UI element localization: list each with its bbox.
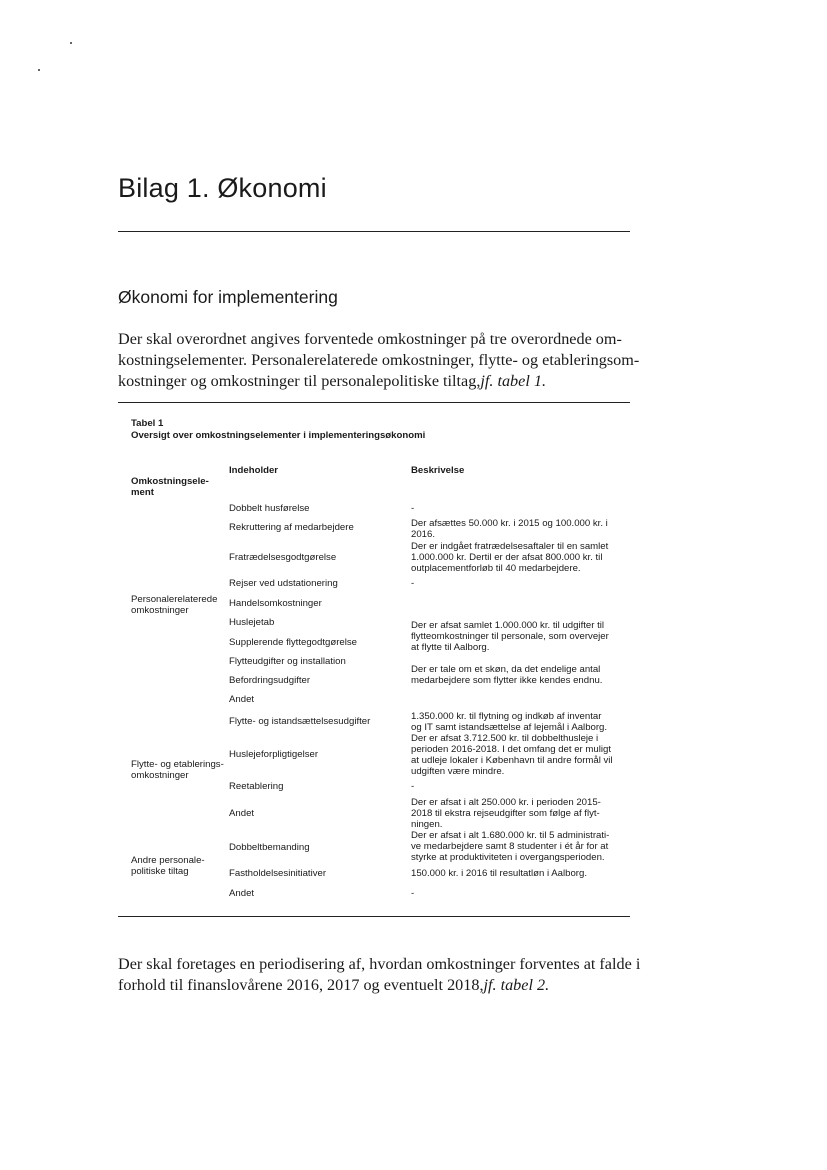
- item: Huslejeforpligtigelser: [229, 749, 319, 760]
- item: Dobbelt husførelse: [229, 503, 310, 514]
- intro-line: kostninger og omkostninger til personalepolitiske tiltag,jf. tabel 1.: [118, 372, 547, 390]
- page-title: Bilag 1. Økonomi: [118, 173, 327, 203]
- table-bottom-rule: [118, 916, 630, 917]
- column-header-contains: Indeholder: [229, 465, 279, 476]
- item: Fastholdelsesinitiativer: [229, 868, 327, 879]
- description: -: [411, 781, 415, 792]
- table-caption: Tabel 1: [131, 418, 164, 429]
- table-subtitle: Oversigt over omkostningselementer i implementeringsøkonomi: [131, 430, 426, 441]
- description: Der afsættes 50.000 kr. i 2015 og 100.000 kr. i 2016.: [411, 518, 608, 540]
- item: Andet: [229, 808, 255, 819]
- item: Rekruttering af medarbejdere: [229, 522, 354, 533]
- description: -: [411, 888, 415, 899]
- item: Flytteudgifter og installation: [229, 656, 346, 667]
- table-reference: jf. tabel 2.: [483, 976, 550, 994]
- description: Der er indgået fratrædelsesaftaler til en samlet 1.000.000 kr. Dertil er der afsat 800.000 kr. til outplacementforløb til 40 medarbejdere.: [411, 541, 609, 574]
- closing-line: forhold til finanslovårene 2016, 2017 og eventuelt 2018,jf. tabel 2.: [118, 976, 550, 994]
- item: Flytte- og istandsættelsesudgifter: [229, 716, 371, 727]
- item: Handelsomkostninger: [229, 598, 322, 609]
- closing-paragraph: [118, 954, 648, 996]
- description: Der er afsat samlet 1.000.000 kr. til udgifter til flytteomkostninger til personale, som overvejer at flytte til Aalborg.: [411, 620, 609, 653]
- item: Huslejetab: [229, 617, 275, 628]
- description: 150.000 kr. i 2016 til resultatløn i Aalborg.: [411, 868, 587, 879]
- item: Supplerende flyttegodtgørelse: [229, 637, 357, 648]
- description: Der er afsat i alt 250.000 kr. i perioden 2015- 2018 til ekstra rejseudgifter som følge af flyt- ningen.: [411, 797, 601, 830]
- item: Befordringsudgifter: [229, 675, 311, 686]
- description: Der er tale om et skøn, da det endelige antal medarbejdere som flytter ikke kendes endnu.: [411, 664, 603, 686]
- scan-speck: [38, 69, 40, 71]
- item: Andet: [229, 888, 255, 899]
- table-top-rule: [118, 402, 630, 403]
- description: 1.350.000 kr. til flytning og indkøb af inventar og IT samt istandsættelse af lejemål i Aalborg.: [411, 711, 608, 733]
- section-title: Økonomi for implementering: [118, 287, 338, 307]
- table-reference: jf. tabel 1.: [480, 372, 547, 390]
- item: Dobbeltbemanding: [229, 842, 310, 853]
- category-relocation: Flytte- og etablerings- omkostninger: [131, 759, 224, 781]
- title-divider: [118, 231, 630, 232]
- closing-line: Der skal foretages en periodisering af, hvordan omkostninger forventes at falde i: [118, 955, 641, 973]
- item: Rejser ved udstationering: [229, 578, 338, 589]
- description: Der er afsat i alt 1.680.000 kr. til 5 administrati- ve medarbejdere samt 8 studenter i ét år for at styrke at produktiviteten i overgangsperioden.: [411, 830, 610, 863]
- column-header-description: Beskrivelse: [411, 465, 465, 476]
- description: -: [411, 578, 415, 589]
- description: -: [411, 503, 415, 514]
- description: Der er afsat 3.712.500 kr. til dobbelthusleje i perioden 2016-2018. I det omfang det er muligt at udleje lokaler i København til andre formål vil udgiften være mindre.: [411, 733, 613, 777]
- column-header-element: Omkostningsele- ment: [131, 476, 209, 498]
- category-other-policies: Andre personale- politiske tiltag: [131, 855, 205, 877]
- intro-line: Der skal overordnet angives forventede omkostninger på tre overordnede om-: [118, 330, 622, 348]
- item: Fratrædelsesgodtgørelse: [229, 552, 337, 563]
- intro-paragraph: [118, 329, 638, 392]
- category-personnel: Personalerelaterede omkostninger: [131, 594, 218, 616]
- item: Reetablering: [229, 781, 284, 792]
- item: Andet: [229, 694, 255, 705]
- scan-speck: [70, 42, 72, 44]
- intro-line: kostningselementer. Personalerelaterede omkostninger, flytte- og etableringsom-: [118, 351, 640, 369]
